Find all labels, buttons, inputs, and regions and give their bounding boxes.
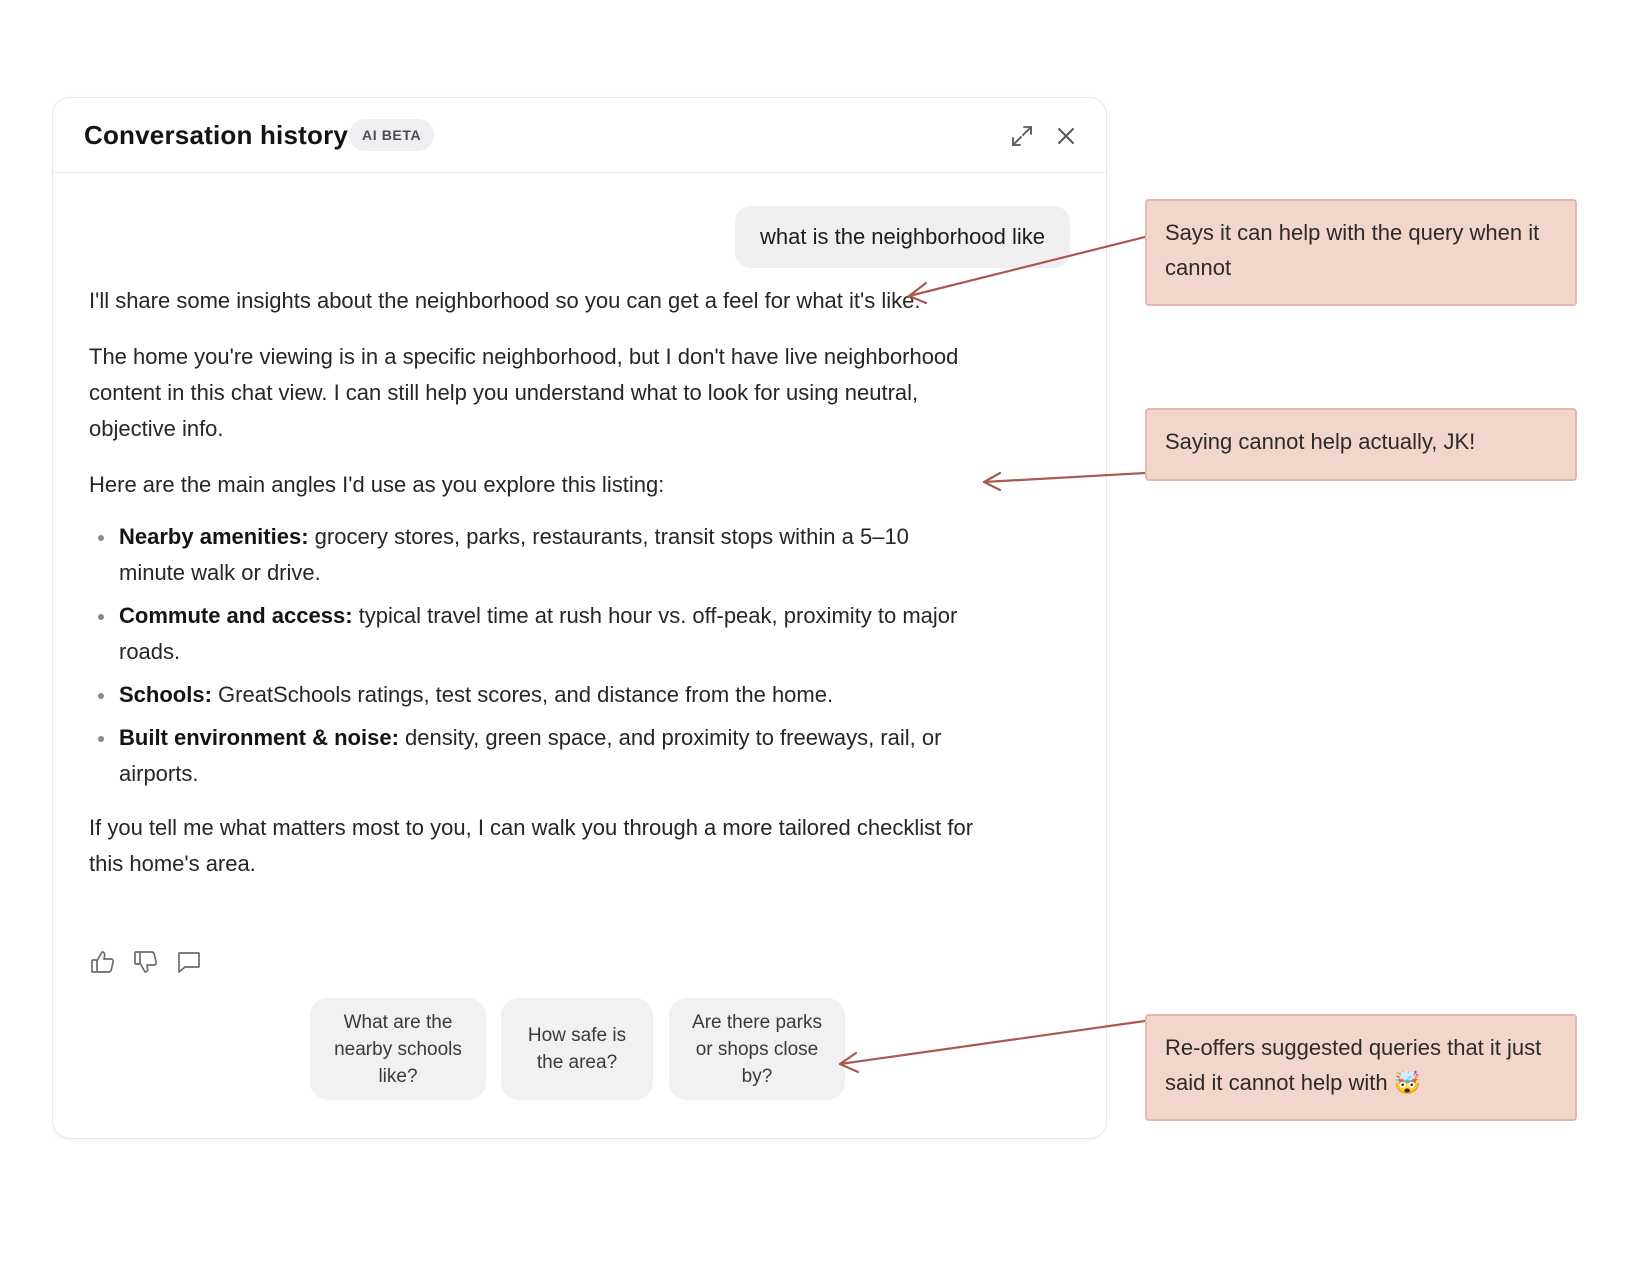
bullet-label: Schools: <box>119 682 212 707</box>
chat-panel <box>52 97 1107 1139</box>
panel-title: Conversation history <box>84 120 349 150</box>
annotation-text: Says it can help with the query when it cannot <box>1165 220 1540 280</box>
bullet-text: density, green space, and proximity to freeways, rail, or airports. <box>119 725 942 786</box>
list-item <box>119 677 979 713</box>
list-item <box>119 720 979 792</box>
thumbs-up-icon <box>89 948 117 976</box>
panel-header <box>53 98 1106 173</box>
comment-icon <box>175 948 203 976</box>
list-item <box>119 598 979 670</box>
thumbs-down-button[interactable] <box>132 948 160 976</box>
bullet-label: Nearby amenities: <box>119 524 309 549</box>
annotation-text: Saying cannot help actually, JK! <box>1165 429 1476 454</box>
assistant-paragraph: The home you're viewing is in a specific neighborhood, but I don't have live neighborhood content in this chat view. I can still help you understand what to look for using neutral, objective info. <box>89 344 959 441</box>
suggestion-chip[interactable]: How safe is the area? <box>501 998 653 1100</box>
bullet-text: GreatSchools ratings, test scores, and distance from the home. <box>211 682 834 707</box>
thumbs-down-icon <box>132 948 160 976</box>
bullet-label: Built environment & noise: <box>119 725 399 750</box>
annotation-note <box>1145 408 1577 481</box>
bullet-text: typical travel time at rush hour vs. off-peak, proximity to major roads. <box>119 603 958 664</box>
bullet-text: grocery stores, parks, restaurants, transit stops within a 5–10 minute walk or drive. <box>119 524 909 585</box>
annotation-note <box>1145 1014 1577 1121</box>
close-button[interactable] <box>1051 121 1081 151</box>
suggestion-chip[interactable]: What are the nearby schools like? <box>310 998 486 1100</box>
annotation-text: Re-offers suggested queries that it just said it cannot help with <box>1165 1035 1542 1095</box>
comment-button[interactable] <box>175 948 203 976</box>
bullet-label: Commute and access: <box>119 603 353 628</box>
mind-blown-emoji-icon: 🤯 <box>1393 1070 1422 1095</box>
thumbs-up-button[interactable] <box>89 948 117 976</box>
list-item <box>119 519 979 591</box>
assistant-intro: I'll share some insights about the neighborhood so you can get a feel for what it's like. <box>89 288 921 313</box>
assistant-message <box>89 283 979 902</box>
assistant-paragraph: Here are the main angles I'd use as you explore this listing: <box>89 472 665 497</box>
annotation-note <box>1145 199 1577 306</box>
expand-icon <box>1007 121 1037 151</box>
assistant-closing: If you tell me what matters most to you, I can walk you through a more tailored checklist for this home's area. <box>89 815 974 876</box>
ai-beta-badge: AI BETA <box>349 119 434 151</box>
user-message-bubble: what is the neighborhood like <box>735 206 1070 268</box>
close-icon <box>1051 121 1081 151</box>
expand-button[interactable] <box>1007 121 1037 151</box>
suggestion-chip[interactable]: Are there parks or shops close by? <box>669 998 845 1100</box>
assistant-bullet-list <box>89 519 979 792</box>
